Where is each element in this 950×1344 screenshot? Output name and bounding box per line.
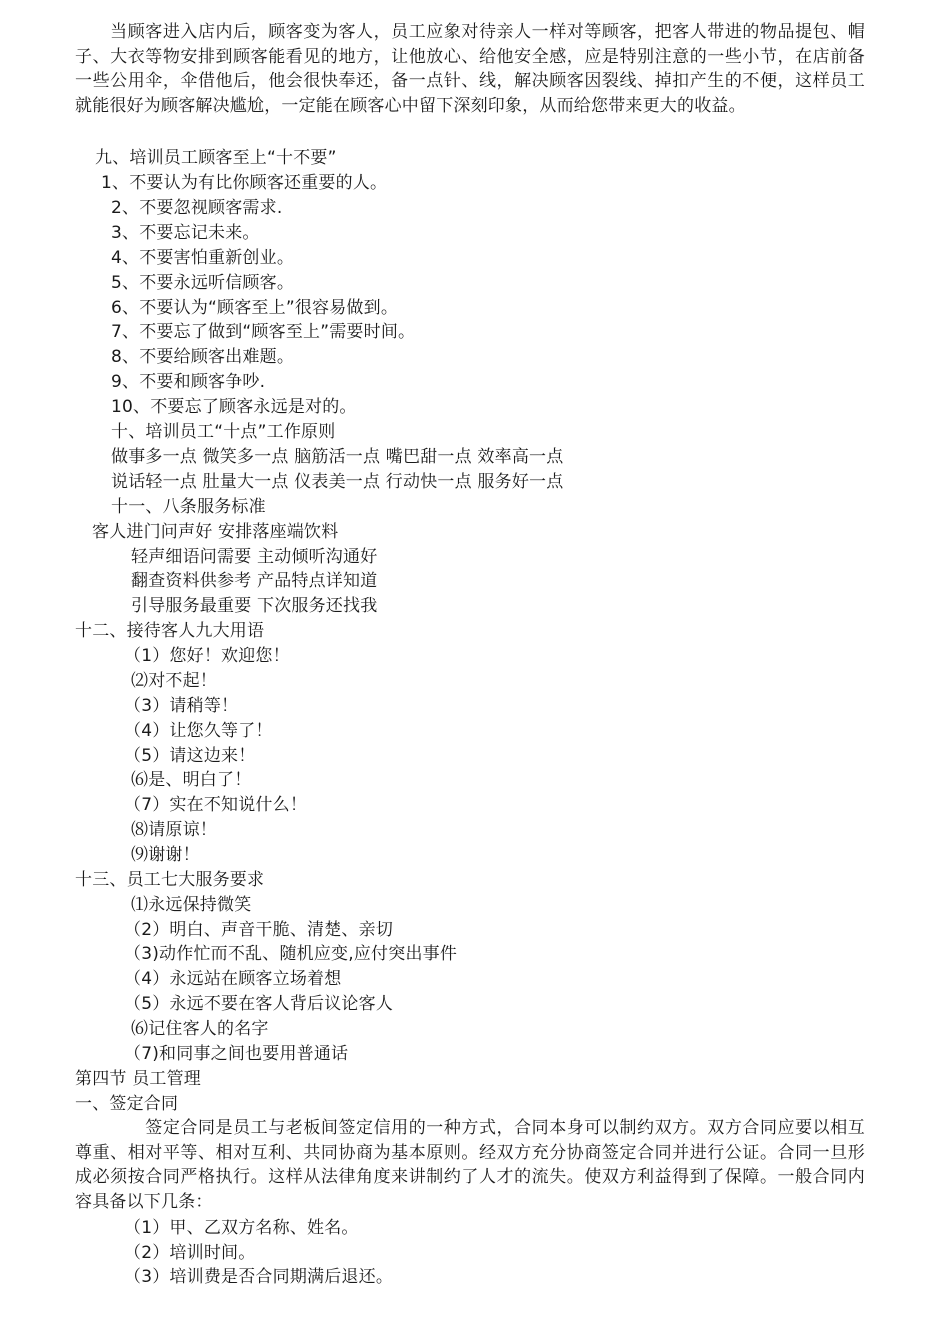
text-line: 2、不要忽视顾客需求. [111,198,283,218]
text-line: 十二、接待客人九大用语 [75,621,265,641]
text-line: 九、培训员工顾客至上“十不要” [95,148,337,168]
text-line: （7）实在不知说什么！ [124,795,308,815]
text-line: 5、不要永远听信顾客。 [111,273,295,293]
text-line: 做事多一点 微笑多一点 脑筋活一点 嘴巴甜一点 效率高一点 [111,447,564,467]
text-line: （3)动作忙而不乱、随机应变,应付突出事件 [124,944,458,964]
text-line: （5）永远不要在客人背后议论客人 [124,994,394,1014]
text-line: ⑵对不起！ [131,671,217,691]
intro-paragraph: 当顾客进入店内后，顾客变为客人，员工应象对待亲人一样对等顾客，把客人带进的物品提包、帽子、大衣等物安排到顾客能看见的地方，让他放心、给他安全感，应是特别注意的一些小节，在店前备一些公用伞，伞借他后，他会很快奉还，备一点针、线，解决顾客因裂线、掉扣产生的不便，这样员工就能很好为顾客解决尴尬，一定能在顾客心中留下深刻印象，从而给您带来更大的收益。 [75,22,865,116]
text-line: 第四节 员工管理 [75,1069,202,1089]
text-line: 十一、八条服务标准 [111,497,266,517]
text-line: 6、不要认为“顾客至上”很容易做到。 [111,298,399,318]
text-line: 引导服务最重要 下次服务还找我 [131,596,378,616]
text-line: 3、不要忘记未来。 [111,223,260,243]
text-line: （4）让您久等了！ [124,721,273,741]
text-line: 十三、员工七大服务要求 [75,870,265,890]
text-line: 说话轻一点 肚量大一点 仪表美一点 行动快一点 服务好一点 [111,472,564,492]
text-line: 轻声细语问需要 主动倾听沟通好 [131,547,378,567]
contract-paragraph: 签定合同是员工与老板间签定信用的一种方式，合同本身可以制约双方。双方合同应要以相互尊重、相对平等、相对互利、共同协商为基本原则。经双方充分协商签定合同并进行公证。合同一旦形成必须按合同严格执行。这样从法律角度来讲制约了人才的流失。使双方利益得到了保障。一般合同内容具备以下几条： [75,1118,865,1212]
text-line: （4）永远站在顾客立场着想 [124,969,342,989]
text-line: （2）明白、声音干脆、清楚、亲切 [124,920,394,940]
text-line: （1）甲、乙双方名称、姓名。 [124,1218,359,1238]
text-line: （7)和同事之间也要用普通话 [124,1044,349,1064]
text-line: 10、不要忘了顾客永远是对的。 [111,397,357,417]
text-line: （3）请稍等！ [124,696,239,716]
text-line: 客人进门问声好 安排落座端饮料 [92,522,339,542]
text-line: 7、不要忘了做到“顾客至上”需要时间。 [111,322,416,342]
text-line: （2）培训时间。 [124,1243,256,1263]
text-line: （1）您好！欢迎您！ [124,646,290,666]
text-line: 1、不要认为有比你顾客还重要的人。 [101,173,388,193]
text-line: ⑻请原谅！ [131,820,217,840]
text-line: ⑴永远保持微笑 [131,895,252,915]
text-line: （5）请这边来！ [124,746,256,766]
text-line: 十、培训员工“十点”工作原则 [111,422,336,442]
text-line: ⑹记住客人的名字 [131,1019,269,1039]
text-line: 8、不要给顾客出难题。 [111,347,295,367]
text-line: 翻查资料供参考 产品特点详知道 [131,571,378,591]
text-line: 4、不要害怕重新创业。 [111,248,295,268]
text-line: ⑹是、明白了！ [131,770,252,790]
text-line: ⑼谢谢！ [131,845,200,865]
text-line: 9、不要和顾客争吵. [111,372,266,392]
text-line: （3）培训费是否合同期满后退还。 [124,1267,394,1287]
text-line: 一、签定合同 [75,1094,179,1114]
